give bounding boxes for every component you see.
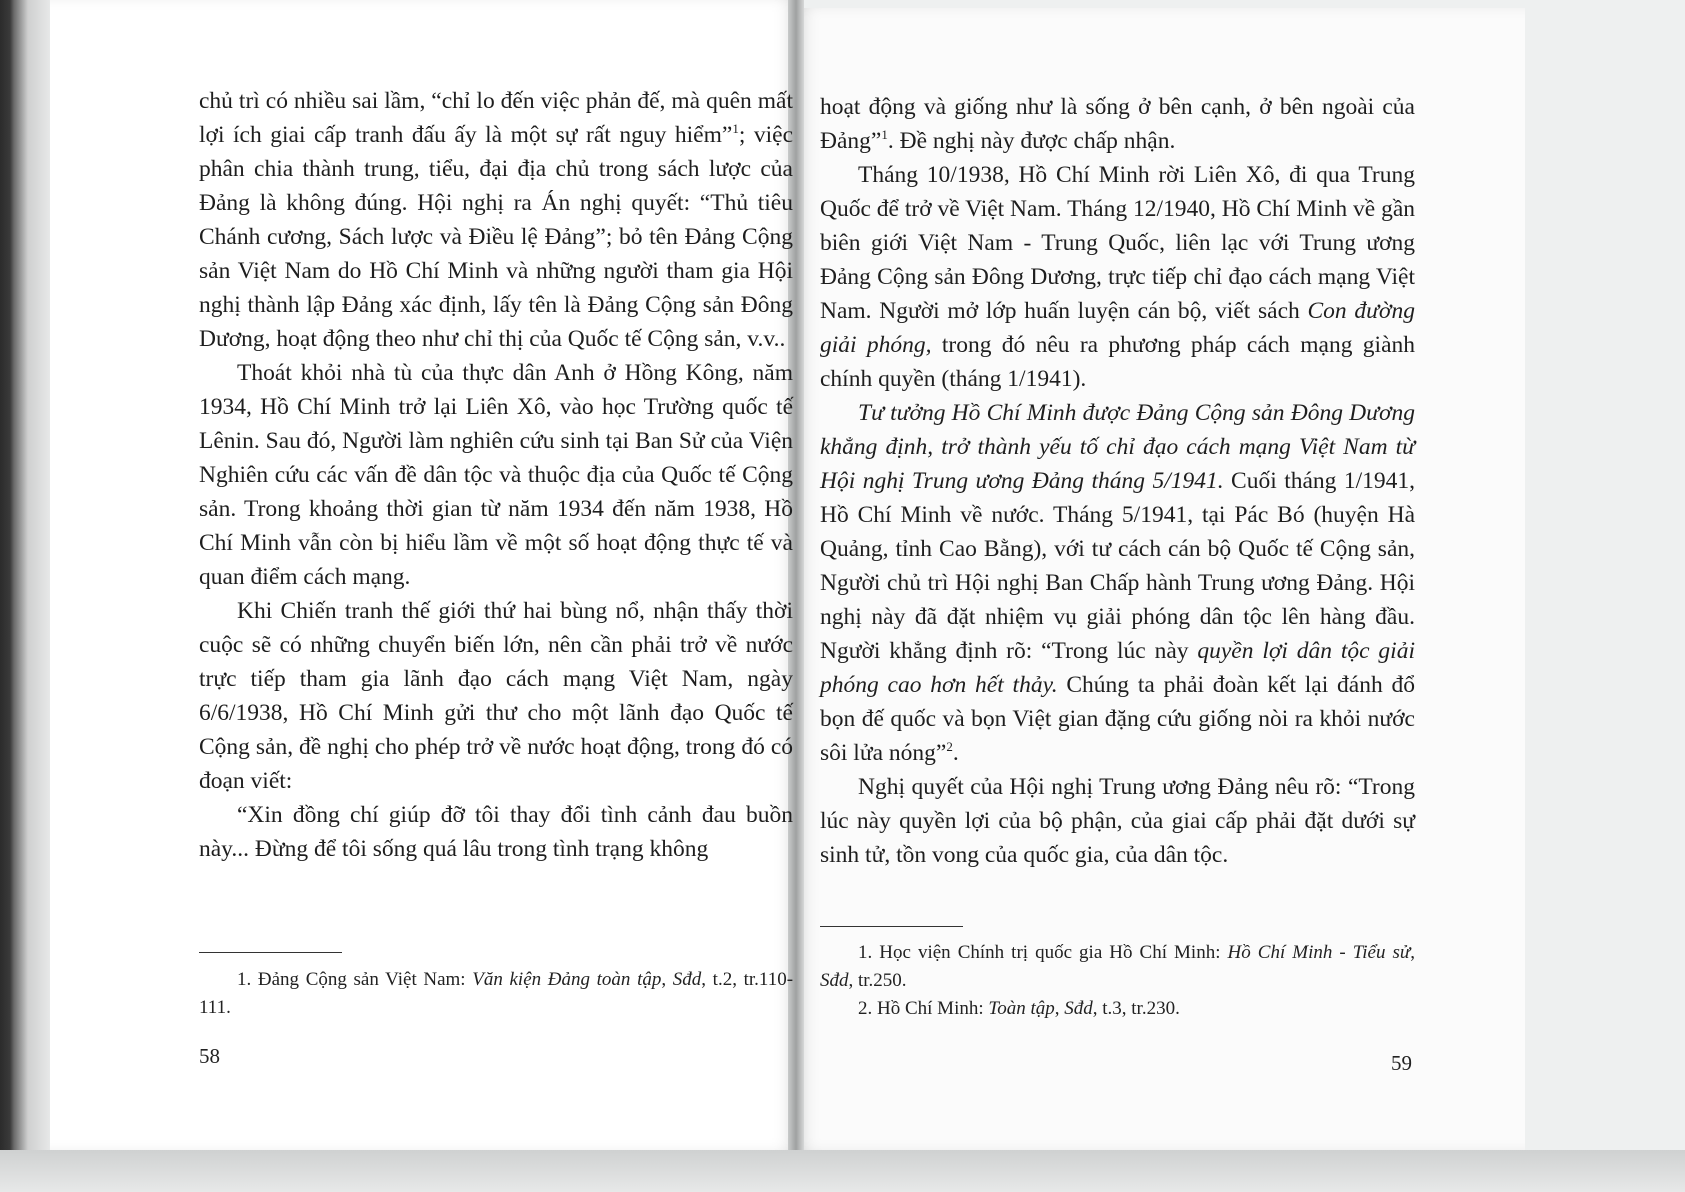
left-paragraph-4: “Xin đồng chí giúp đỡ tôi thay đổi tình cảnh đau buồn này... Đừng để tôi sống quá lâu trong tình trạng không — [199, 802, 793, 862]
left-page-body — [199, 84, 793, 866]
right-paragraph-2: Tháng 10/1938, Hồ Chí Minh rời Liên Xô, đi qua Trung Quốc để trở về Việt Nam. Tháng 12/1940, Hồ Chí Minh về gần biên giới Việt Nam - Trung Quốc, liên lạc với Trung ương Đảng Cộng sản Đông Dương, trực tiếp chỉ đạo cách mạng Việt Nam. Người mở lớp huấn luyện cán bộ, viết sách Con đường giải phóng, trong đó nêu ra phương pháp cách mạng giành chính quyền (tháng 1/1941). — [820, 162, 1415, 392]
right-page-number: 59 — [1391, 1051, 1412, 1075]
scanner-bottom-edge — [0, 1150, 1685, 1192]
right-footnote-1: 1. Học viện Chính trị quốc gia Hồ Chí Minh: Hồ Chí Minh - Tiểu sử, Sđd, tr.250. — [820, 942, 1415, 991]
right-paragraph-3: Tư tưởng Hồ Chí Minh được Đảng Cộng sản Đông Dương khẳng định, trở thành yếu tố chỉ đạo cách mạng Việt Nam từ Hội nghị Trung ương Đảng tháng 5/1941. Cuối tháng 1/1941, Hồ Chí Minh về nước. Tháng 5/1941, tại Pác Bó (huyện Hà Quảng, tỉnh Cao Bằng), với tư cách cán bộ Quốc tế Cộng sản, Người chủ trì Hội nghị Ban Chấp hành Trung ương Đảng. Hội nghị này đã đặt nhiệm vụ giải phóng dân tộc lên hàng đầu. Người khẳng định rõ: “Trong lúc này quyền lợi dân tộc giải phóng cao hơn hết thảy. Chúng ta phải đoàn kết lại đánh đổ bọn đế quốc và bọn Việt gian đặng cứu giống nòi ra khỏi nước sôi lửa nóng”$^2$. — [820, 400, 1415, 766]
right-page-body — [820, 90, 1415, 872]
right-footnote-rule — [820, 926, 963, 927]
right-paragraph-4: Nghị quyết của Hội nghị Trung ương Đảng nêu rõ: “Trong lúc này quyền lợi của bộ phận, của giai cấp phải đặt dưới sự sinh tử, tồn vong của quốc gia, của dân tộc. — [820, 774, 1415, 868]
footnote-ref: 2 — [946, 739, 953, 755]
left-paragraph-3: Khi Chiến tranh thế giới thứ hai bùng nổ, nhận thấy thời cuộc sẽ có những chuyển biến lớn, nên cần phải trở về nước trực tiếp tham gia lãnh đạo cách mạng Việt Nam, ngày 6/6/1938, Hồ Chí Minh gửi thư cho một lãnh đạo Quốc tế Cộng sản, đề nghị cho phép trở về nước hoạt động, trong đó có đoạn viết: — [199, 598, 793, 794]
right-footnotes — [820, 939, 1415, 1023]
footnote-ref: 1 — [732, 121, 739, 137]
left-page-number: 58 — [199, 1044, 220, 1068]
left-footnote-rule — [199, 952, 342, 953]
right-footnote-2: 2. Hồ Chí Minh: Toàn tập, Sđd, t.3, tr.230. — [858, 998, 1180, 1019]
left-footnote: 1. Đảng Cộng sản Việt Nam: Văn kiện Đảng toàn tập, Sđd, t.2, tr.110-111. — [199, 969, 794, 1018]
footnote-ref: 1 — [881, 127, 888, 143]
right-paragraph-1: hoạt động và giống như là sống ở bên cạnh, ở bên ngoài của Đảng”$^1$. Đề nghị này được chấp nhận. — [820, 94, 1415, 154]
left-paragraph-2: Thoát khỏi nhà tù của thực dân Anh ở Hồng Kông, năm 1934, Hồ Chí Minh trở lại Liên Xô, vào học Trường quốc tế Lênin. Sau đó, Người làm nghiên cứu sinh tại Ban Sử của Viện Nghiên cứu các vấn đề dân tộc và thuộc địa của Quốc tế Cộng sản. Trong khoảng thời gian từ năm 1934 đến năm 1938, Hồ Chí Minh vẫn còn bị hiểu lầm về một số hoạt động thực tế và quan điểm cách mạng. — [199, 360, 793, 590]
left-paragraph-1: chủ trì có nhiều sai lầm, “chỉ lo đến việc phản đế, mà quên mất lợi ích giai cấp tranh đấu ấy là một sự rất nguy hiểm”$^1$; việc phân chia thành trung, tiểu, đại địa chủ trong sách lược của Đảng là không đúng. Hội nghị ra Án nghị quyết: “Thủ tiêu Chánh cương, Sách lược và Điều lệ Đảng”; bỏ tên Đảng Cộng sản Việt Nam do Hồ Chí Minh và những người tham gia Hội nghị thành lập Đảng xác định, lấy tên là Đảng Cộng sản Đông Dương, hoạt động theo như chỉ thị của Quốc tế Cộng sản, v.v.. — [199, 88, 794, 352]
